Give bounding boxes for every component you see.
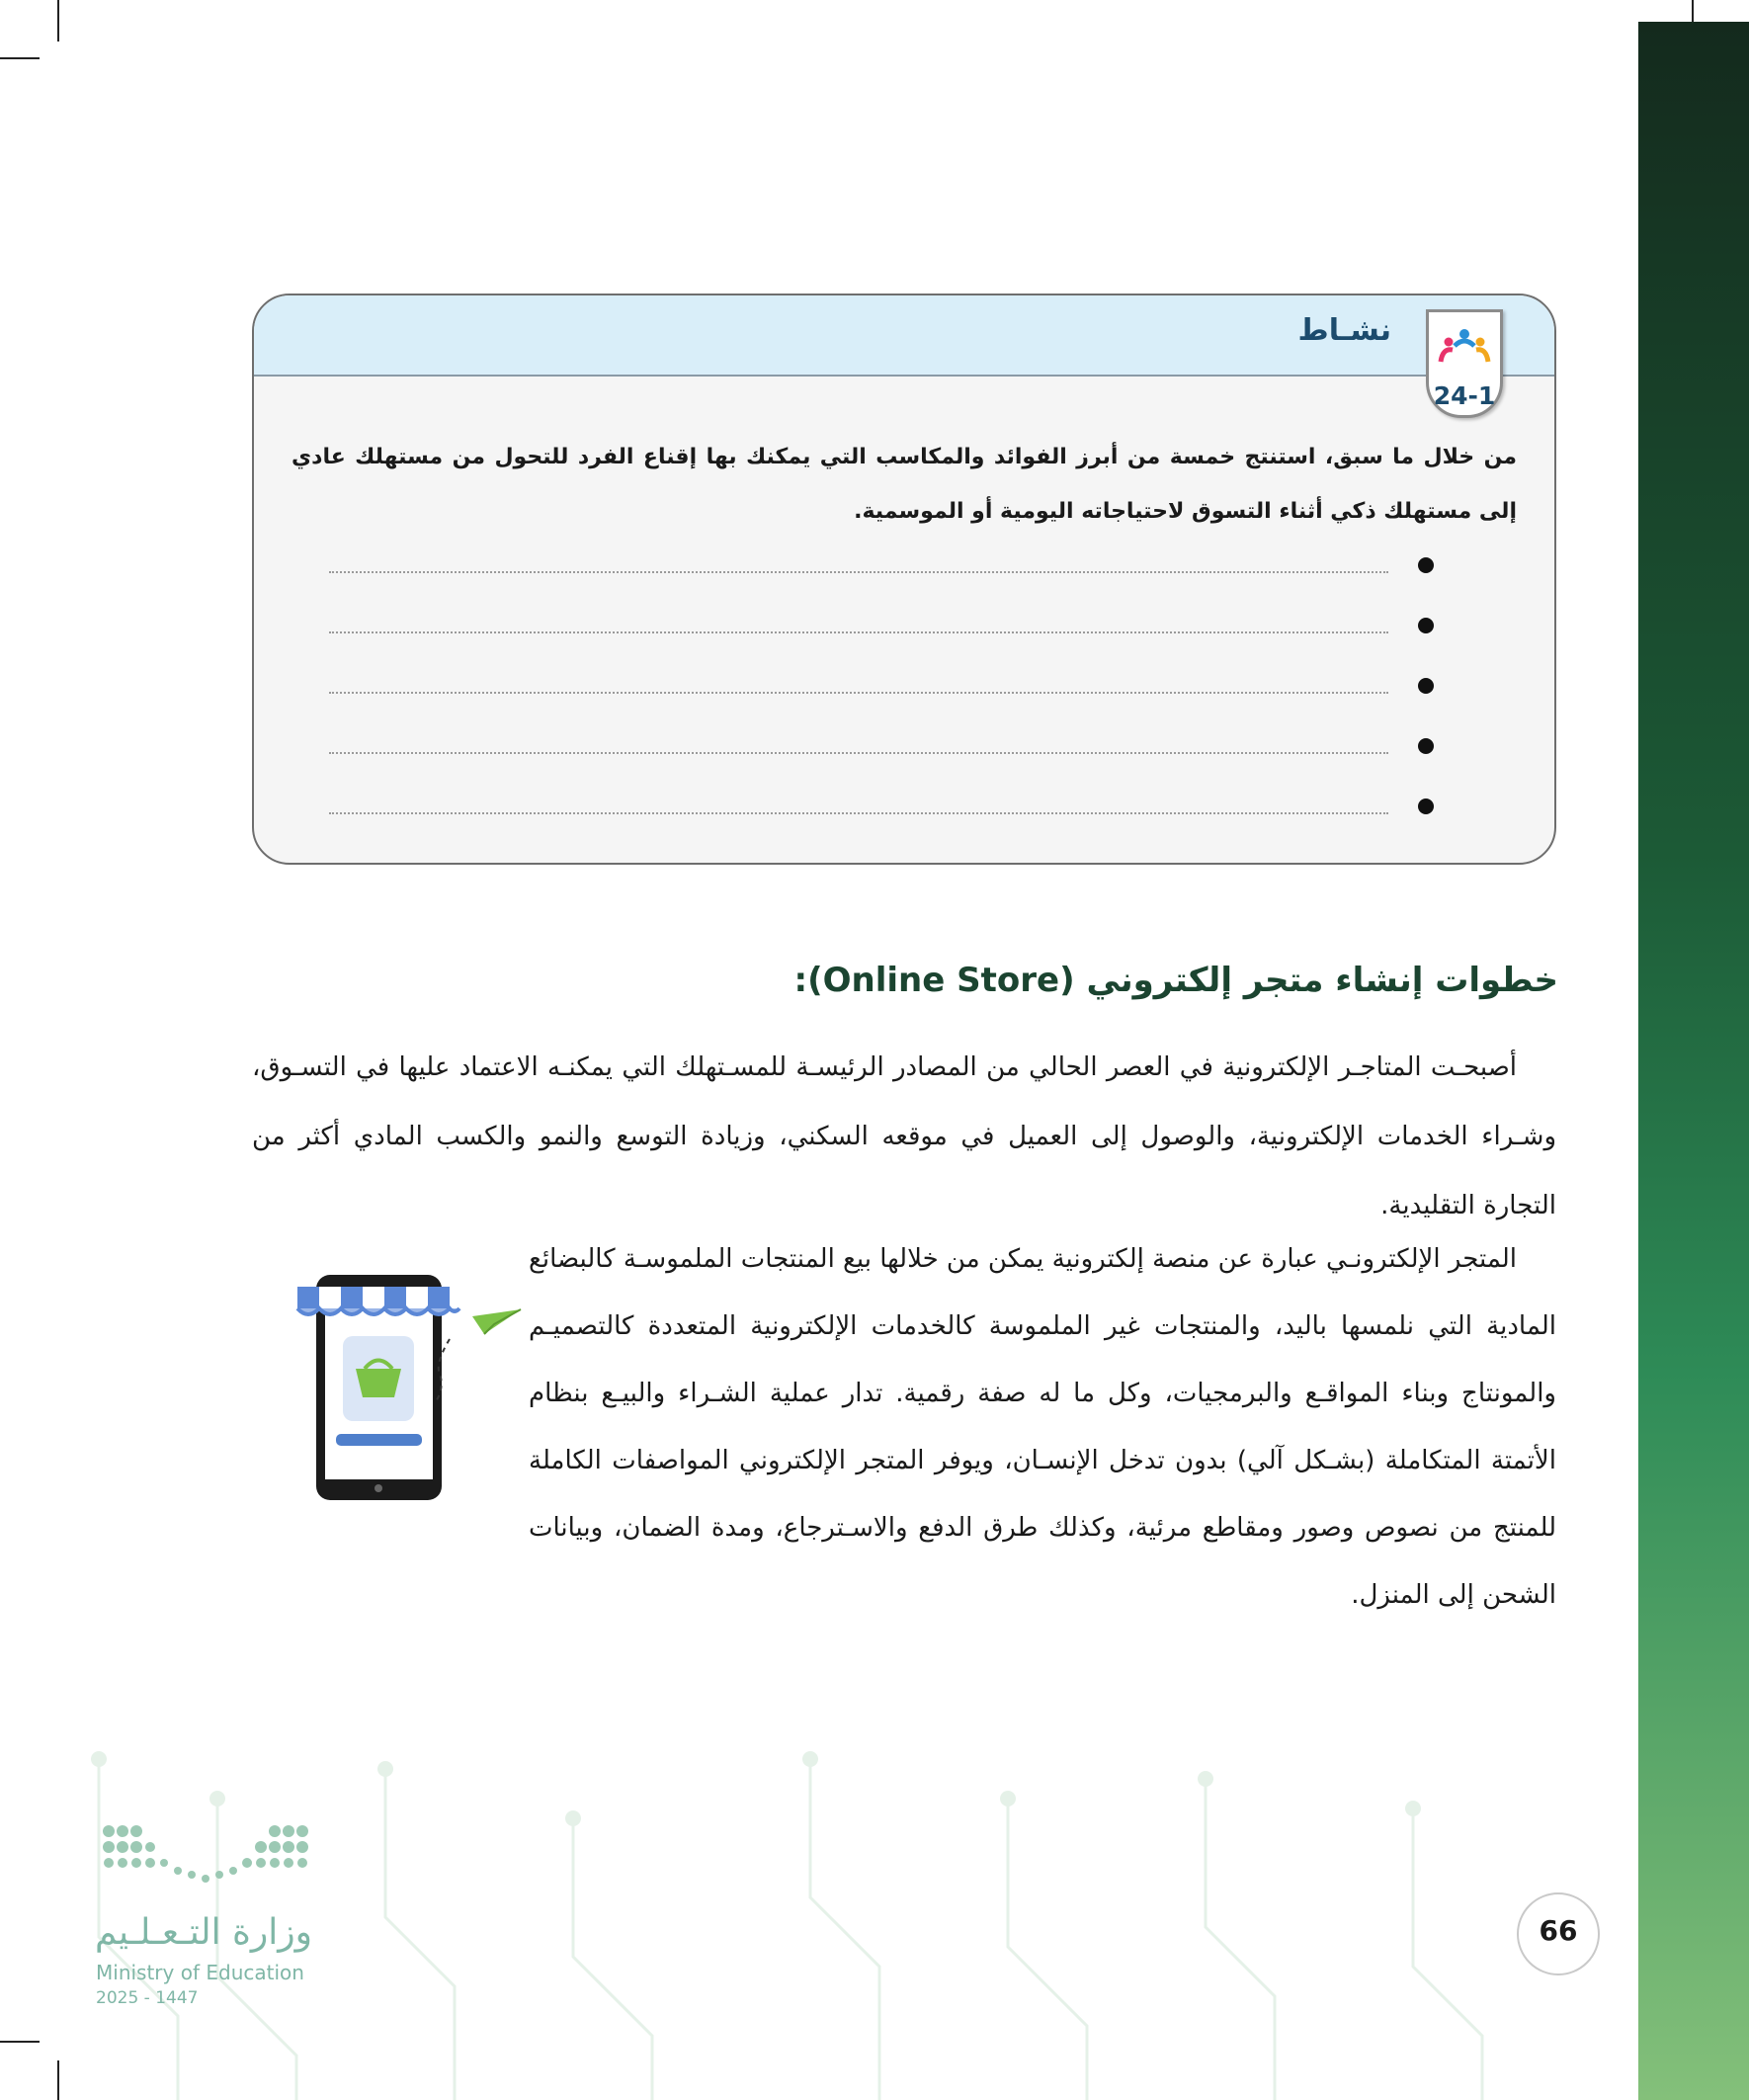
activity-title: نشـاط [1297,313,1391,348]
paragraph-definition: المتجر الإلكترونـي عبارة عن منصة إلكترونية يمكن من خلالها بيع المنتجات الملموسـة كالبضائع المادية التي نلمسها باليد، والمنتجات غير الملموسة كالخدمات الإلكترونية المتعددة كالتصميـم والمونتاج وبناء المواقـع والبرمجيات، وكل ما له صفة رقمية. تدار عملية الشـراء والبيـع بنظام الأتمتة المتكاملة (بشـكل آلي) بدون تدخل الإنسـان، ويوفر المتجر الإلكتروني المواصفات الكاملة للمنتج من نصوص وصور ومقاطع مرئية، وكذلك طرق الدفع والاسـترجاع، ومدة الضمان، وبيانات الشحن إلى المنزل. [529,1244,1556,1610]
answer-line[interactable] [329,812,1388,814]
activity-number: 24-1 [1433,381,1496,410]
section-heading: خطوات إنشاء متجر إلكتروني (Online Store): [793,961,1558,1000]
answer-line[interactable] [329,692,1388,694]
online-store-phone-icon [292,1265,539,1512]
bullet [1418,557,1434,573]
crop-mark [57,0,59,42]
side-decoration-bar [1638,22,1749,2100]
crop-mark [0,2041,40,2043]
paragraph-intro: أصبحـت المتاجـر الإلكترونية في العصر الحالي من المصادر الرئيسـة للمسـتهلك التي يمكنـه الاعتماد عليها في التسـوق، وشـراء الخدمات الإلكترونية، والوصول إلى العميل في موقعه السكني، وزيادة التوسع والنمو والكسب المادي أكثر من التجارة التقليدية. [252,1052,1556,1220]
answer-line[interactable] [329,571,1388,573]
ministry-logo-dots [99,1823,311,1892]
crop-mark [0,57,40,59]
ministry-name-arabic: وزارة التـعـلـيم [95,1912,313,1953]
bullet [1418,678,1434,694]
ministry-name-english: Ministry of Education [96,1961,304,1984]
activity-box [252,294,1556,865]
bullet [1418,618,1434,633]
page-number: 66 [1539,1914,1578,1947]
activity-header [254,295,1554,377]
activity-question: من خلال ما سبق، استنتج خمسة من أبرز الفوائد والمكاسب التي يمكنك بها إقناع الفرد للتحول من مستهلك عادي إلى مستهلك ذكي أثناء التسوق لاحتياجاته اليومية أو الموسمية. [292,445,1517,524]
bullet [1418,798,1434,814]
activity-badge [1426,309,1503,418]
activity-people-icon [1429,318,1500,378]
ministry-year: 2025 - 1447 [96,1988,199,2008]
answer-line[interactable] [329,752,1388,754]
bullet [1418,738,1434,754]
answer-line[interactable] [329,631,1388,633]
